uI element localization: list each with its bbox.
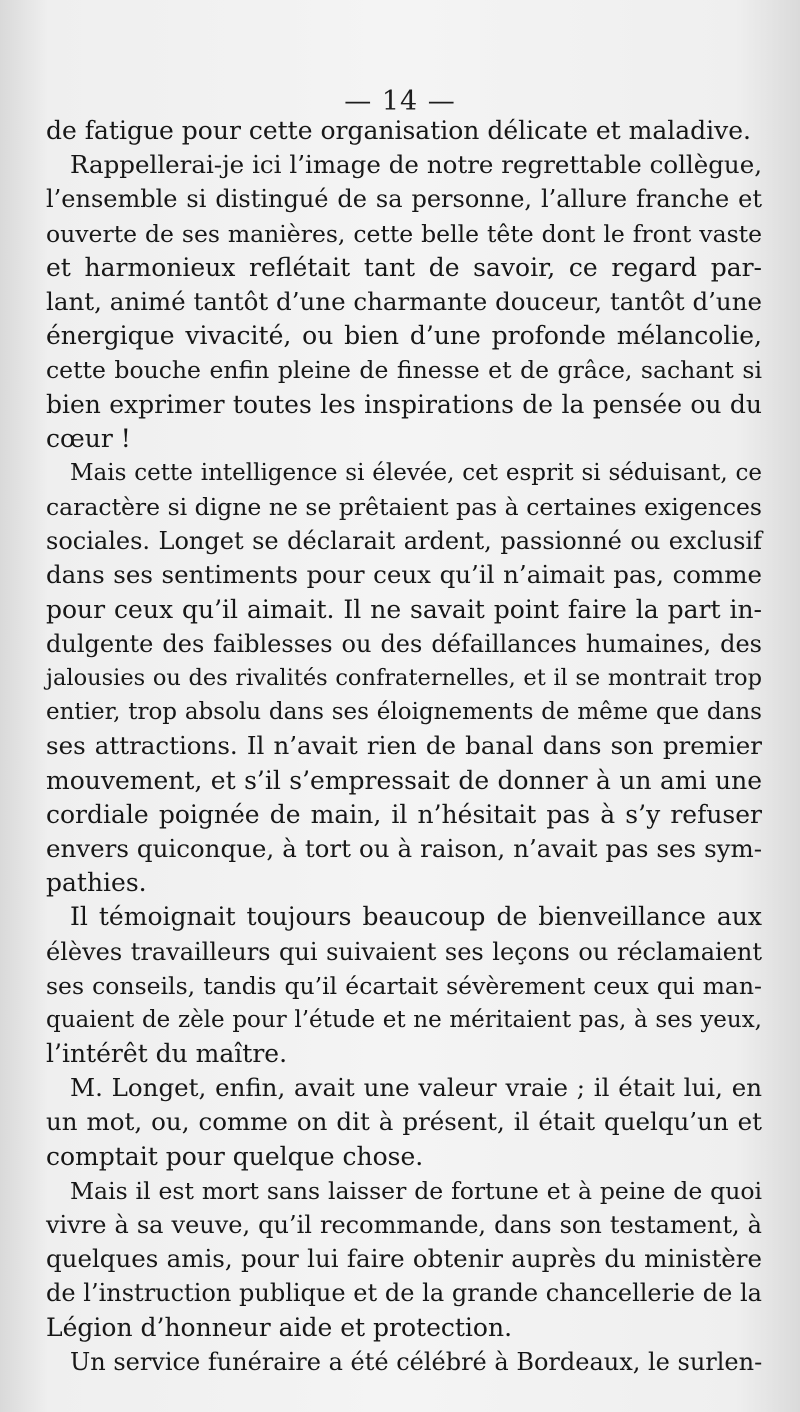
text-line: Rappellerai-je ici l’image de notre regrettable collègue, (70, 150, 762, 180)
text-line: l’ensemble si distingué de sa personne, l’allure franche et (46, 185, 762, 214)
text-line: dans ses sentiments pour ceux qu’il n’aimait pas, comme (46, 560, 762, 590)
text-line: l’intérêt du maître. (46, 1039, 288, 1069)
page-number: — 14 — (344, 86, 456, 117)
text-line: et harmonieux reflétait tant de savoir, ce regard par- (46, 252, 762, 282)
text-line: M. Longet, enfin, avait une valeur vraie ; il était lui, en (70, 1073, 762, 1103)
body-text (46, 114, 762, 1379)
text-line: cœur ! (46, 423, 131, 453)
text-line: un mot, ou, comme on dit à présent, il était quelqu’un et (46, 1107, 762, 1137)
text-line: entier, trop absolu dans ses éloignements de même que dans (46, 699, 762, 726)
text-line: Légion d’honneur aide et protection. (46, 1312, 513, 1342)
text-line: comptait pour quelque chose. (46, 1141, 424, 1171)
text-line: vivre à sa veuve, qu’il recommande, dans son testament, à (46, 1211, 762, 1239)
text-line: Il témoignait toujours beaucoup de bienveillance aux (70, 902, 762, 932)
text-line: pour ceux qu’il aimait. Il ne savait point faire la part in- (46, 594, 762, 624)
text-line: pathies. (46, 868, 147, 898)
text-line: quelques amis, pour lui faire obtenir auprès du ministère (46, 1244, 762, 1274)
text-line: Un service funéraire a été célébré à Bordeaux, le surlen- (70, 1347, 763, 1376)
text-line: énergique vivacité, ou bien d’une profonde mélancolie, (46, 321, 762, 351)
text-line: cordiale poignée de main, il n’hésitait pas à s’y refuser (46, 799, 762, 829)
text-line: bien exprimer toutes les inspirations de la pensée ou du (46, 389, 762, 419)
text-line: dulgente des faiblesses ou des défaillances humaines, des (46, 629, 762, 658)
text-line: de fatigue pour cette organisation délicate et maladive. (46, 116, 752, 145)
text-line: mouvement, et s’il s’empressait de donner à un ami une (46, 765, 762, 795)
text-line: lant, animé tantôt d’une charmante douceur, tantôt d’une (46, 286, 762, 316)
text-line: sociales. Longet se déclarait ardent, passionné ou exclusif (46, 527, 762, 556)
text-line: ses attractions. Il n’avait rien de banal dans son premier (46, 731, 762, 761)
text-line: Mais il est mort sans laisser de fortune et à peine de quoi (70, 1176, 762, 1205)
text-line: jalousies ou des rivalités confraternelles, et il se montrait trop (46, 665, 762, 691)
text-line: Mais cette intelligence si élevée, cet esprit si séduisant, ce (70, 459, 762, 486)
text-line: ses conseils, tandis qu’il écartait sévèrement ceux qui man- (46, 971, 762, 1000)
text-line: ouverte de ses manières, cette belle tête dont le front vaste (46, 219, 762, 248)
text-line: envers quiconque, à tort ou à raison, n’avait pas ses sym- (46, 833, 762, 863)
text-line: quaient de zèle pour l’étude et ne méritaient pas, à ses yeux, (46, 1006, 762, 1033)
text-line: cette bouche enfin pleine de finesse et de grâce, sachant si (46, 356, 762, 385)
text-line: élèves travailleurs qui suivaient ses leçons ou réclamaient (46, 937, 762, 966)
text-line: de l’instruction publique et de la grande chancellerie de la (46, 1279, 762, 1308)
text-line: caractère si digne ne se prêtaient pas à certaines exigences (46, 493, 762, 522)
